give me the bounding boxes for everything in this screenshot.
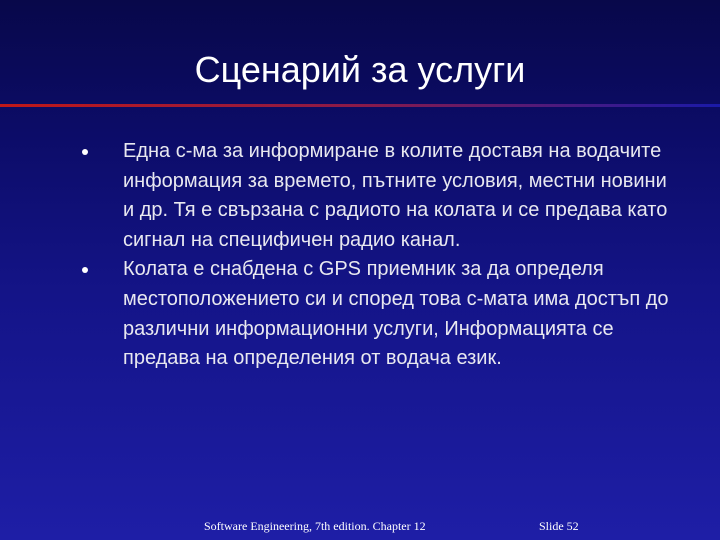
footer-source: Software Engineering, 7th edition. Chapter 12 bbox=[204, 519, 426, 533]
bullet-list bbox=[82, 137, 682, 374]
bullet-item bbox=[82, 255, 682, 373]
slide-title: Сценарий за услуги bbox=[194, 49, 526, 90]
bullet-item bbox=[82, 137, 682, 255]
slide-number: Slide 52 bbox=[539, 519, 579, 533]
title-underline bbox=[0, 104, 720, 110]
bullet-text: Една с-ма за информиране в колите доставя на водачите информация за времето, пътните условия, местни новини и др. Тя е свързана с радиото на колата и се предава като сигнал на специфичен радио канал. bbox=[123, 140, 668, 251]
bullet-dot-icon bbox=[82, 149, 88, 155]
bullet-text: Колата е снабдена с GPS приемник за да определя местоположението си и според това с-мата има достъп до различни информационни услуги, Информацията се предава на определения от водача език. bbox=[123, 258, 669, 370]
footer bbox=[0, 519, 720, 535]
bullet-dot-icon bbox=[82, 267, 88, 273]
